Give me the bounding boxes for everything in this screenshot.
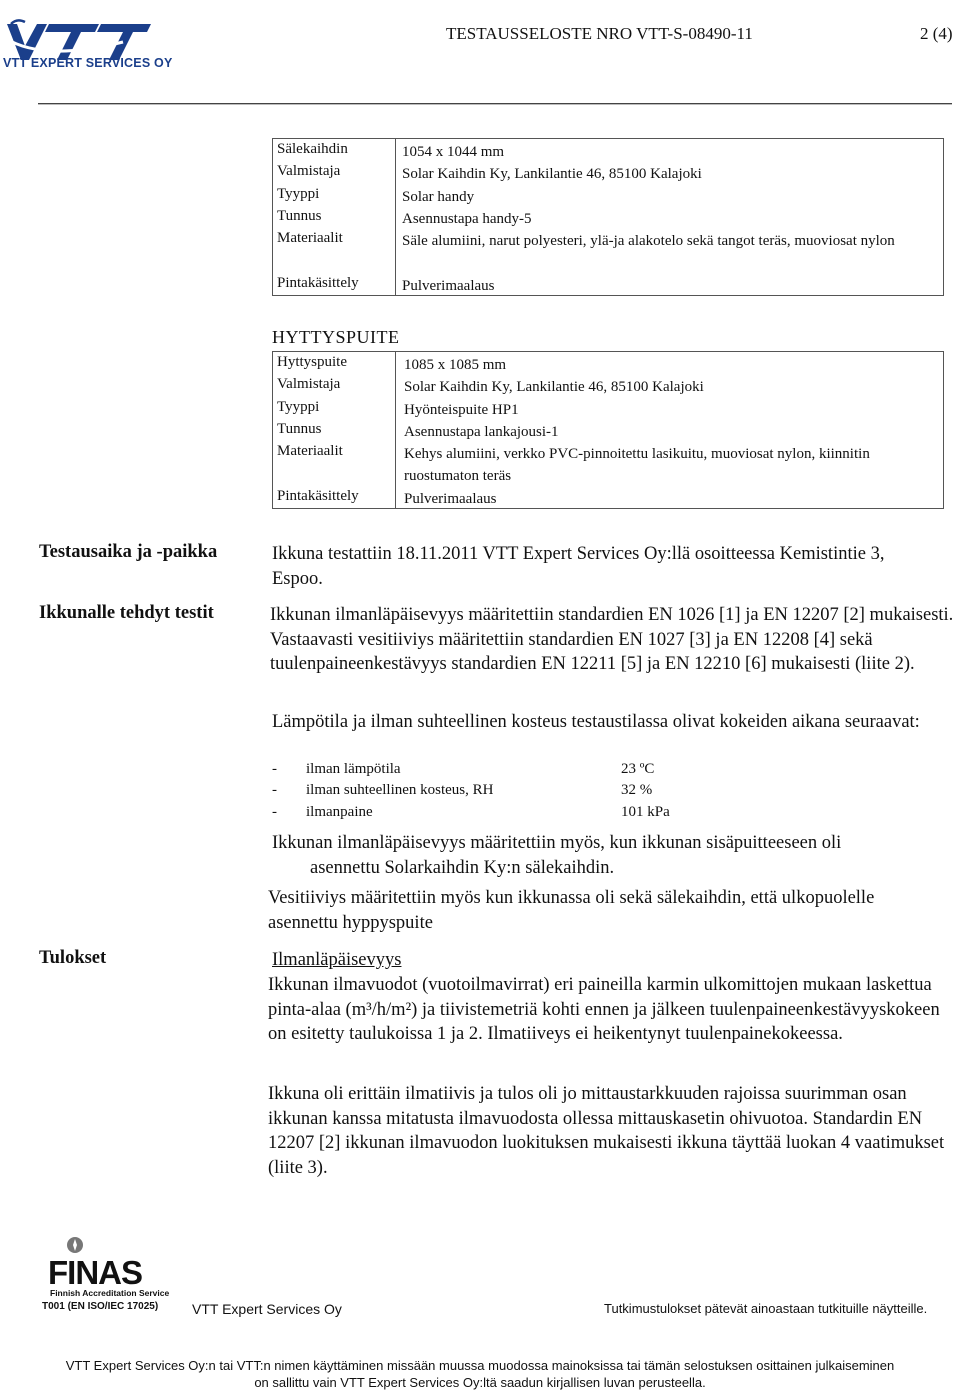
blind-paragraph-line2: asennettu Solarkaihdin Ky:n sälekaihdin.: [310, 858, 615, 878]
row-value: Solar handy: [402, 188, 475, 205]
results-label: Tulokset: [39, 948, 107, 968]
table-row: [273, 161, 943, 183]
list-dash: -: [272, 761, 277, 777]
row-label: Sälekaihdin: [277, 141, 348, 157]
finas-subtitle: Finnish Accreditation Service: [50, 1288, 170, 1298]
footer-company: VTT Expert Services Oy: [192, 1301, 342, 1317]
accreditation-code: T001 (EN ISO/IEC 17025): [42, 1301, 159, 1312]
logo-subtitle: VTT EXPERT SERVICES OY: [3, 56, 173, 70]
row-label: Tunnus: [277, 207, 322, 224]
screen-spec-table: [272, 351, 944, 509]
table-row: [273, 352, 943, 374]
row-value: Asennustapa lankajousi-1: [404, 423, 559, 440]
row-value: Kehys alumiini, verkko PVC-pinnoitettu lasikuitu, muoviosat nylon, kiinnitin ruostumaton teräs: [404, 446, 870, 485]
table-row: [273, 397, 943, 419]
test-time-paragraph: Ikkuna testattiin 18.11.2011 VTT Expert Services Oy:llä osoitteessa Kemistintie 3, Espoo.: [272, 544, 885, 589]
row-value: Pulverimaalaus: [402, 277, 495, 294]
blind-spec-table: [272, 138, 944, 296]
watertight-paragraph: Vesitiiviys määritettiin myös kun ikkunassa oli sekä sälekaihdin, että ulkopuolelle asennettu hyppyspuite: [268, 888, 875, 933]
tightness-paragraph: Ikkuna oli erittäin ilmatiivis ja tulos oli jo mittaustarkkuuden rajoissa suurimman osan ikkunan kanssa mitatusta ilmavuodosta ollessa mittauskasetin ohivuotoa. Standardin EN 12207 [2] ikkunan ilmavuodon luokituksen mukaisesti ikkuna täyttää luokan 4 vaatimukset (liite 3).: [268, 1084, 945, 1178]
list-dash: -: [272, 782, 277, 798]
table-row: [273, 374, 943, 396]
row-value: 1085 x 1085 mm: [404, 357, 507, 373]
blind-paragraph-line1: Ikkunan ilmanläpäisevyys määritettiin myös, kun ikkunan sisäpuitteeseen oli: [272, 833, 842, 853]
finas-wordmark: FINAS: [48, 1254, 142, 1291]
row-label: Tyyppi: [277, 398, 320, 415]
condition-value: 101 kPa: [621, 804, 670, 820]
row-label: Materiaalit: [277, 443, 343, 460]
condition-label: ilmanpaine: [306, 804, 373, 820]
condition-label: ilman suhteellinen kosteus, RH: [306, 782, 494, 798]
section-title: HYTTYSPUITE: [272, 327, 400, 347]
footer-legal-line1: VTT Expert Services Oy:n tai VTT:n nimen käyttäminen missään muussa muodossa mainoksissa tai tämän selostuksen osittainen julkaiseminen: [65, 1358, 895, 1373]
row-value: Asennustapa handy-5: [402, 210, 532, 227]
tests-paragraph: Ikkunan ilmanläpäisevyys määritettiin standardien EN 1026 [1] ja EN 12207 [2] mukaisesti. Vastaavasti vesitiiviys määritettiin standardien EN 1027 [3] ja EN 12208 [4] sekä tuulenpaineenkestävyys standardien EN 12211 [5] ja EN 12210 [6] mukaisesti (liite 2).: [270, 605, 954, 674]
table-row: [273, 486, 943, 508]
list-dash: -: [272, 804, 277, 820]
row-label: Pintakäsittely: [277, 487, 359, 504]
row-label: Materiaalit: [277, 230, 343, 247]
row-value: Solar Kaihdin Ky, Lankilantie 46, 85100 Kalajoki: [404, 379, 704, 396]
row-label: Valmistaja: [277, 376, 341, 393]
table-row: [273, 206, 943, 228]
table-row: [273, 184, 943, 206]
row-label: Valmistaja: [277, 163, 341, 180]
test-time-label: Testausaika ja -paikka: [39, 542, 218, 562]
table-row: [273, 139, 943, 161]
results-heading: Ilmanläpäisevyys: [272, 950, 402, 970]
row-label: Hyttyspuite: [277, 354, 347, 370]
row-label: Tyyppi: [277, 185, 320, 202]
footer-validity-note: Tutkimustulokset pätevät ainoastaan tutkituille näytteille.: [604, 1301, 928, 1316]
header-divider: [38, 103, 952, 104]
footer-legal-line2: on sallittu vain VTT Expert Services Oy:ltä saadun kirjallisen luvan perusteella.: [254, 1375, 706, 1390]
document-title: TESTAUSSELOSTE NRO VTT-S-08490-11: [446, 24, 753, 43]
table-row: [273, 441, 943, 486]
row-value: Pulverimaalaus: [404, 490, 497, 507]
row-label: Pintakäsittely: [277, 274, 359, 291]
row-label: Tunnus: [277, 420, 322, 437]
conditions-intro: Lämpötila ja ilman suhteellinen kosteus testaustilassa olivat kokeiden aikana seuraavat:: [272, 712, 920, 732]
tests-label: Ikkunalle tehdyt testit: [39, 603, 214, 623]
row-value: Solar Kaihdin Ky, Lankilantie 46, 85100 Kalajoki: [402, 166, 702, 183]
condition-label: ilman lämpötila: [306, 761, 401, 777]
table-row: [273, 273, 943, 295]
row-value: Säle alumiini, narut polyesteri, ylä-ja alakotelo sekä tangot teräs, muoviosat nylon: [402, 233, 895, 250]
condition-value: 23 ºC: [621, 761, 655, 777]
condition-value: 32 %: [621, 782, 653, 798]
air-leakage-paragraph: Ikkunan ilmavuodot (vuotoilmavirrat) eri paineilla karmin ulkomittojen mukaan laskettua pinta-alaa (m³/h/m²) ja tiivistemetriä kohti ennen ja jälkeen tuulenpaineenkestävyyskokeen on esitetty taulukoissa 1 ja 2. Ilmatiiveys ei heikentynyt tuulenpainekokeessa.: [268, 975, 940, 1044]
row-value: 1054 x 1044 mm: [402, 144, 505, 160]
row-value: Hyönteispuite HP1: [404, 401, 519, 418]
table-row: [273, 228, 943, 273]
table-row: [273, 419, 943, 441]
page-number: 2 (4): [920, 24, 953, 43]
